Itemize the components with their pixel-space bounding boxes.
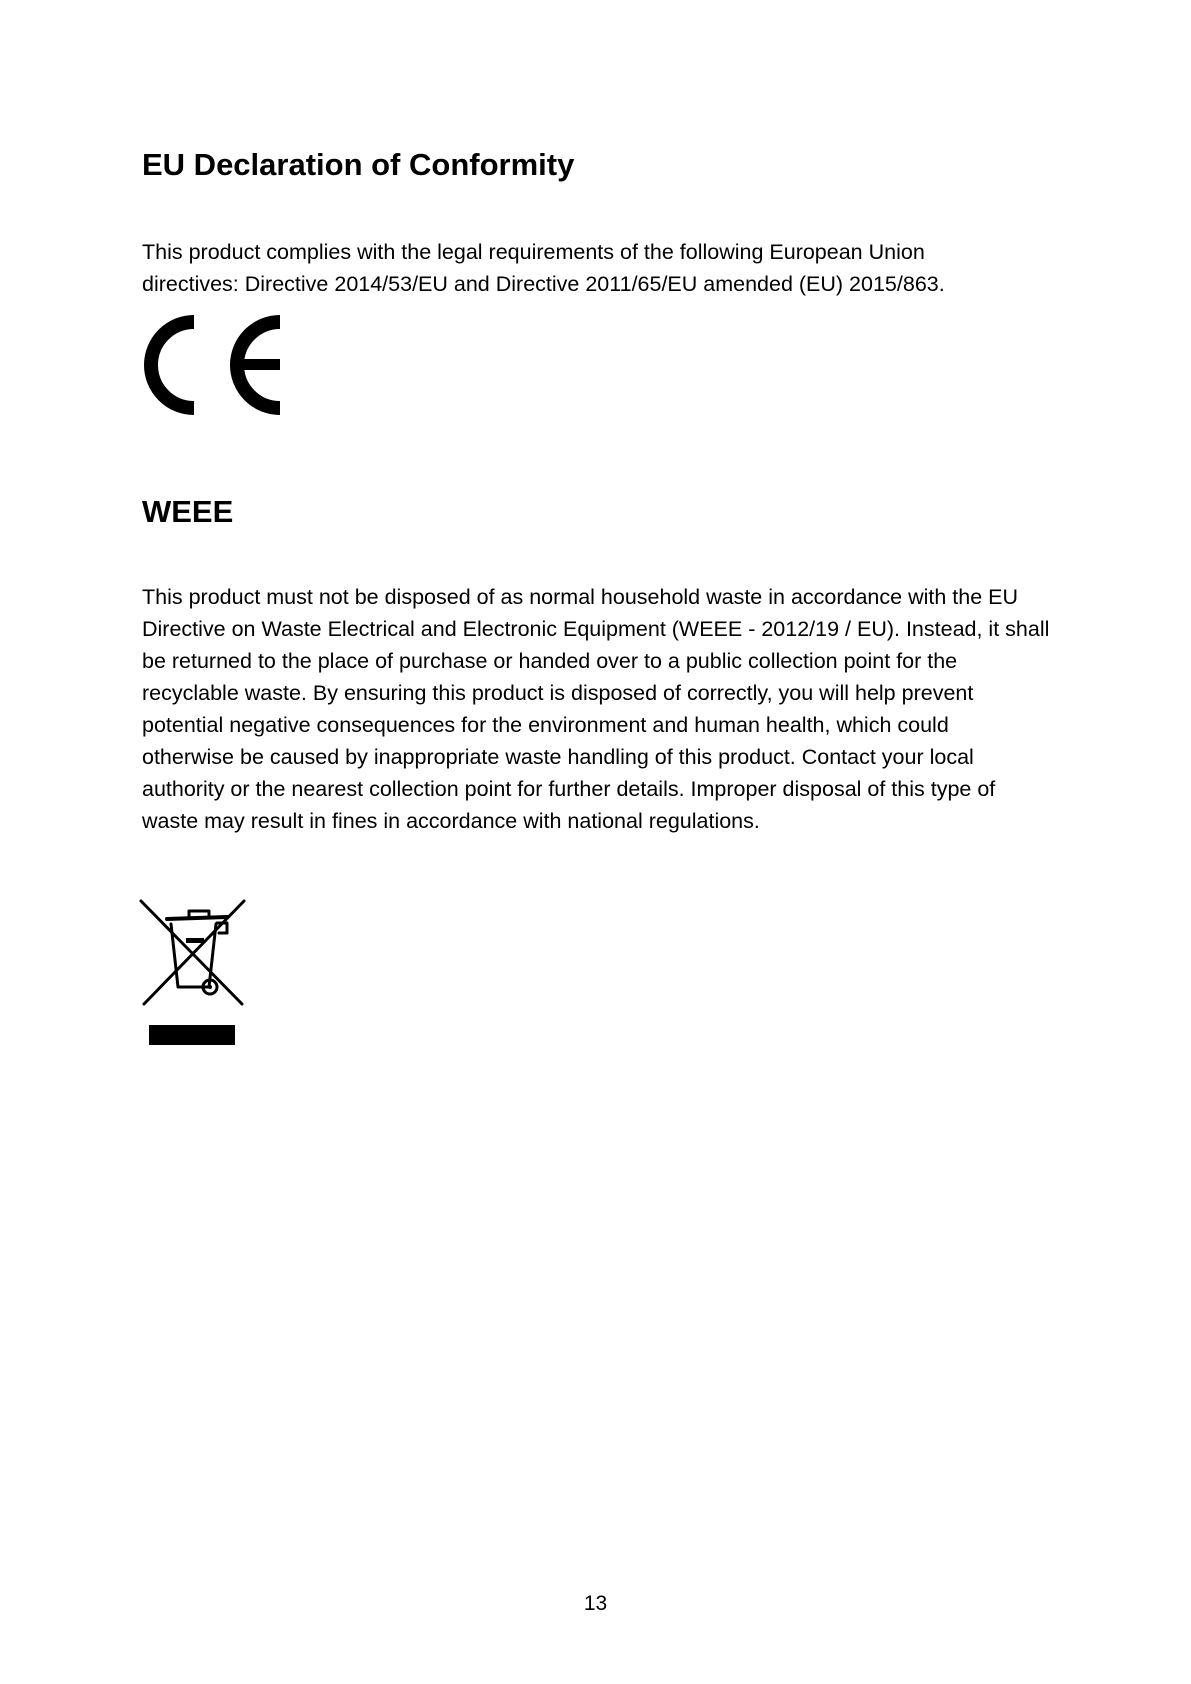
paragraph-line: recyclable waste. By ensuring this product is disposed of correctly, you will help prevent: [142, 681, 974, 705]
paragraph-line: otherwise be caused by inappropriate waste handling of this product. Contact your local: [142, 745, 974, 769]
eu-declaration-heading: EU Declaration of Conformity: [142, 147, 575, 182]
crossed-out-wheelie-bin-icon: [139, 899, 247, 1046]
paragraph-line: be returned to the place of purchase or handed over to a public collection point for the: [142, 649, 958, 673]
paragraph-line: directives: Directive 2014/53/EU and Directive 2011/65/EU amended (EU) 2015/863.: [142, 272, 945, 296]
weee-heading: WEEE: [142, 494, 234, 529]
ce-mark-icon: [140, 314, 284, 416]
paragraph-line: authority or the nearest collection point for further details. Improper disposal of this type of: [142, 777, 996, 801]
paragraph-line: This product must not be disposed of as normal household waste in accordance with the EU: [142, 585, 1019, 609]
paragraph-line: waste may result in fines in accordance with national regulations.: [142, 809, 760, 833]
weee-paragraph: [142, 581, 1049, 837]
eu-declaration-paragraph: [142, 236, 945, 300]
paragraph-line: This product complies with the legal requirements of the following European Union: [142, 240, 925, 264]
page-number: 13: [583, 1592, 608, 1615]
paragraph-line: potential negative consequences for the environment and human health, which could: [142, 713, 949, 737]
paragraph-line: Directive on Waste Electrical and Electronic Equipment (WEEE - 2012/19 / EU). Instead, it shall: [142, 617, 1050, 641]
